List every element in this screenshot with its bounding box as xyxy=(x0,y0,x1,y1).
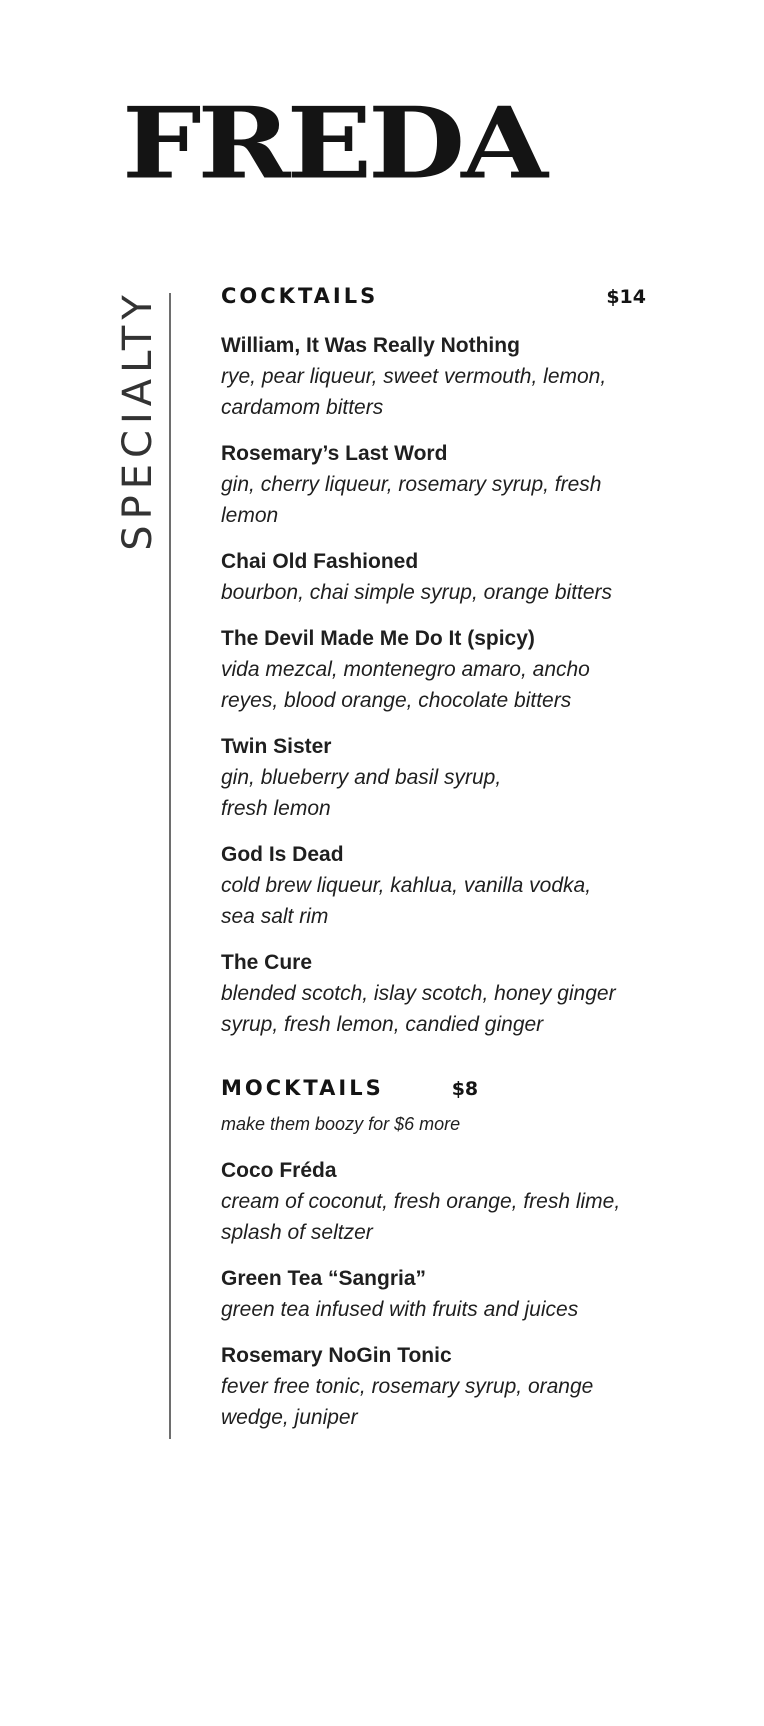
mocktails-price: $8 xyxy=(451,1078,479,1100)
menu-item xyxy=(221,438,646,531)
menu-item-description-line: lemon xyxy=(221,504,279,527)
menu-item-name: William, It Was Really Nothing xyxy=(221,334,520,357)
menu-item-description-line: cardamom bitters xyxy=(221,396,384,419)
menu-item xyxy=(221,330,646,423)
menu-item-description-line: splash of seltzer xyxy=(221,1221,373,1244)
menu-item-description-line: wedge, juniper xyxy=(221,1406,358,1429)
menu-item xyxy=(221,1155,646,1248)
menu-item-description-line: rye, pear liqueur, sweet vermouth, lemon, xyxy=(221,365,607,388)
menu-content xyxy=(221,284,646,1433)
menu-item-description-line: syrup, fresh lemon, candied ginger xyxy=(221,1013,544,1036)
mocktails-header xyxy=(221,1076,646,1110)
menu-item-name: Rosemary’s Last Word xyxy=(221,442,448,465)
mocktails-note: make them boozy for $6 more xyxy=(221,1114,461,1134)
cocktails-section xyxy=(221,284,646,1040)
menu-item-name: The Cure xyxy=(221,951,313,974)
cocktails-title: COCKTAILS xyxy=(221,284,379,308)
menu-item-description-line: blended scotch, islay scotch, honey ginger xyxy=(221,982,616,1005)
cocktails-price: $14 xyxy=(606,286,646,308)
menu-item xyxy=(221,731,646,824)
menu-item xyxy=(221,623,646,716)
menu-item-description-line: bourbon, chai simple syrup, orange bitters xyxy=(221,581,613,604)
menu-item-name: Twin Sister xyxy=(221,735,332,758)
menu-item xyxy=(221,1340,646,1433)
menu-item xyxy=(221,947,646,1040)
menu-item xyxy=(221,1263,646,1325)
specialty-vertical-label: SPECIALTY xyxy=(115,289,161,551)
mocktail-list xyxy=(221,1155,646,1433)
menu-item-description-line: green tea infused with fruits and juices xyxy=(221,1298,579,1321)
menu-item-description-line: reyes, blood orange, chocolate bitters xyxy=(221,689,572,712)
mocktails-section xyxy=(221,1076,646,1433)
menu-item-name: Chai Old Fashioned xyxy=(221,550,419,573)
menu-item-description-line: fever free tonic, rosemary syrup, orange xyxy=(221,1375,594,1398)
menu-item-description-line: fresh lemon xyxy=(221,797,331,820)
menu-item-description-line: gin, blueberry and basil syrup, xyxy=(221,766,502,789)
menu-item-name: The Devil Made Me Do It (spicy) xyxy=(221,627,535,650)
menu-item-description-line: cream of coconut, fresh orange, fresh lime, xyxy=(221,1190,621,1213)
menu-item-description-line: cold brew liqueur, kahlua, vanilla vodka, xyxy=(221,874,592,897)
menu-item xyxy=(221,839,646,932)
menu-item-description-line: sea salt rim xyxy=(221,905,329,928)
menu-item-description-line: gin, cherry liqueur, rosemary syrup, fresh xyxy=(221,473,602,496)
cocktails-header xyxy=(221,284,646,318)
menu-item xyxy=(221,546,646,608)
menu-item-name: Rosemary NoGin Tonic xyxy=(221,1344,452,1367)
cocktail-list xyxy=(221,330,646,1040)
mocktails-title: MOCKTAILS xyxy=(221,1076,384,1100)
menu-item-description-line: vida mezcal, montenegro amaro, ancho xyxy=(221,658,590,681)
menu-item-name: Green Tea “Sangria” xyxy=(221,1267,427,1290)
menu-item-name: God Is Dead xyxy=(221,843,344,866)
vertical-divider xyxy=(169,293,171,1439)
menu-item-name: Coco Fréda xyxy=(221,1159,337,1182)
freda-logo: FREDA xyxy=(122,86,544,202)
